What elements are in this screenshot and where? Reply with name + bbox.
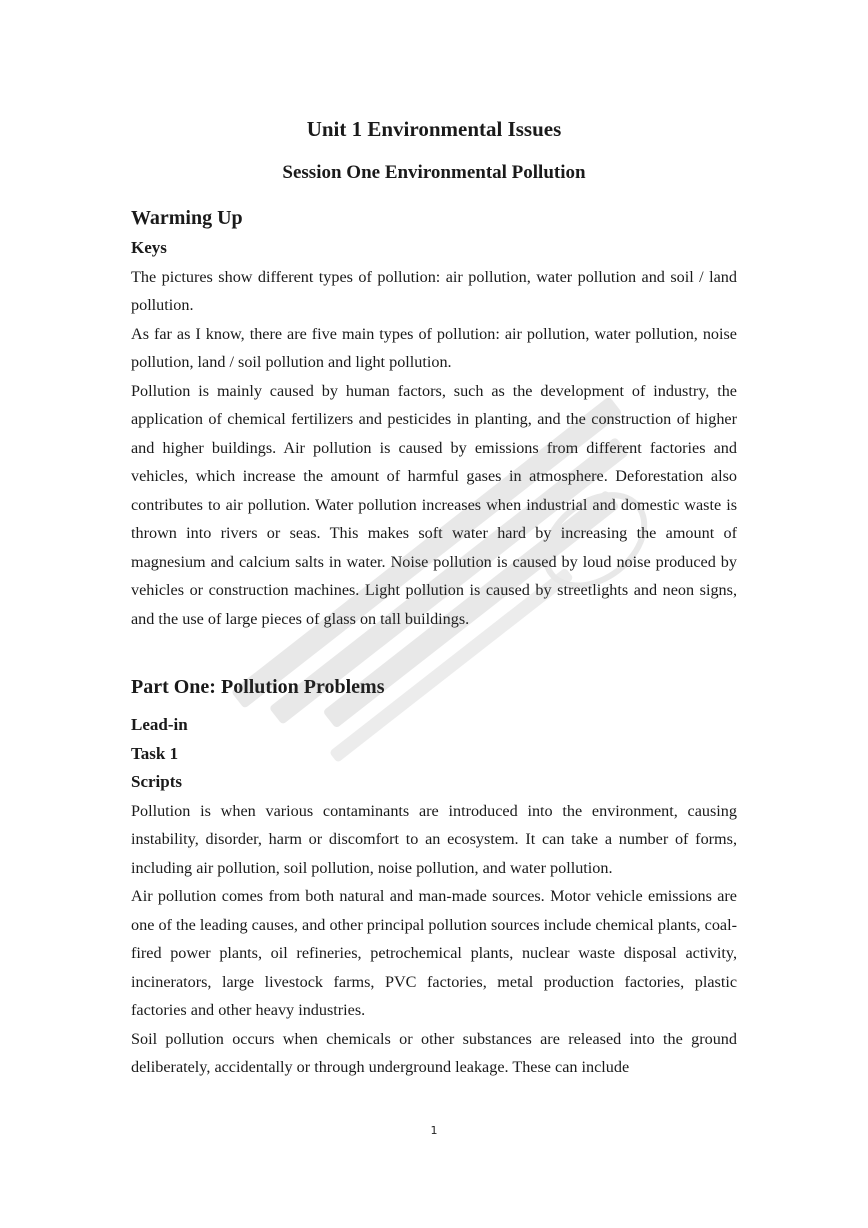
scripts-paragraph-1: Pollution is when various contaminants are introduced into the environment, causing instability, disorder, harm or discomfort to an ecosystem. It can take a number of forms, including air pollution, soil pollution, noise pollution, and water pollution. <box>131 801 737 877</box>
keys-paragraph-2: As far as I know, there are five main types of pollution: air pollution, water pollution, noise pollution, land / soil pollution and light pollution. <box>131 324 737 371</box>
scripts-paragraph-3: Soil pollution occurs when chemicals or other substances are released into the ground deliberately, accidentally or through underground leakage. These can include <box>131 1029 737 1076</box>
part-one-heading: Part One: Pollution Problems <box>131 676 385 698</box>
session-title: Session One Environmental Pollution <box>282 162 586 183</box>
task-1-label: Task 1 <box>131 743 179 763</box>
unit-title: Unit 1 Environmental Issues <box>306 117 562 141</box>
keys-label: Keys <box>131 238 167 257</box>
scripts-paragraph-2: Air pollution comes from both natural and man-made sources. Motor vehicle emissions are one of the leading causes, and other principal pollution sources include chemical plants, coal-fired power plants, oil refineries, petrochemical plants, nuclear waste disposal activity, incinerators, large livestock farms, PVC factories, metal production factories, plastic factories and other heavy industries. <box>131 887 737 1019</box>
keys-paragraph-3: Pollution is mainly caused by human factors, such as the development of industry, the application of chemical fertilizers and pesticides in planting, and the construction of higher and higher buildings. Air pollution is caused by emissions from different factories and vehicles, which increase the amount of harmful gases in atmosphere. Deforestation also contributes to air pollution. Water pollution increases when industrial and domestic waste is thrown into rivers or seas. This makes soft water hard by increasing the amount of magnesium and calcium salts in water. Noise pollution is caused by loud noise produced by vehicles or construction machines. Light pollution is caused by streetlights and neon signs, and the use of large pieces of glass on tall buildings. <box>131 381 737 628</box>
document-page <box>131 112 737 1082</box>
page-number: 1 <box>430 1124 438 1137</box>
scripts-label: Scripts <box>131 772 182 791</box>
keys-paragraph-1: The pictures show different types of pollution: air pollution, water pollution and soil / land pollution. <box>131 267 737 314</box>
warming-up-heading: Warming Up <box>131 207 243 229</box>
lead-in-label: Lead-in <box>131 715 188 734</box>
